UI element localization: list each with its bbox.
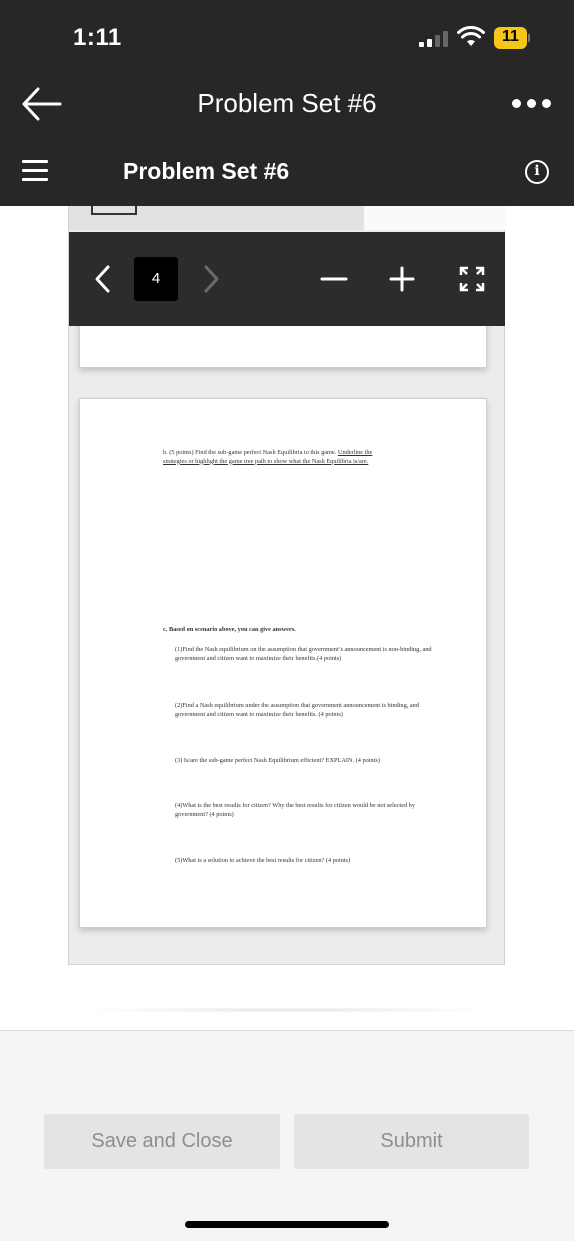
info-icon[interactable]: i: [525, 160, 549, 184]
assignment-title: Problem Set #6: [123, 158, 290, 184]
question-b: [163, 449, 443, 466]
question-c-2: (2)Find a Nash equilibrium under the assumption that government announcement is binding, and government and citizen want to maximize their benefits. (4 points): [175, 702, 419, 718]
question-b-underlined-1: Underline the: [337, 449, 373, 456]
question-c-4: (4)What is the best results for citizen? Why the best results for citizen would be not selected by government? (4 points): [175, 802, 415, 818]
status-bar: [0, 0, 574, 72]
page-number-input[interactable]: 4: [134, 257, 178, 301]
scroll-shadow: [74, 1007, 498, 1013]
assignment-header: [0, 138, 574, 206]
question-b-text: b. (5 points) Find the sub-game perfect Nash Equilibria to this game.: [163, 449, 338, 456]
hamburger-menu-icon[interactable]: [22, 160, 48, 182]
top-nav-bar: [0, 72, 574, 138]
question-c-3: (3) Is/are the sub-game perfect Nash Equilibrium efficient? EXPLAIN. (4 points): [175, 757, 380, 764]
fullscreen-icon[interactable]: [459, 266, 485, 292]
previous-page-edge: [69, 206, 364, 230]
question-c-heading: c. Based on scenario above, you can give answers.: [163, 626, 296, 633]
footer-bar: [0, 1030, 574, 1241]
chevron-right-icon[interactable]: [199, 263, 223, 295]
chevron-left-icon[interactable]: [91, 263, 115, 295]
wifi-icon: [457, 26, 485, 48]
question-c-5: (5)What is a solution to achieve the best results for citizen? (4 points): [175, 857, 351, 864]
battery-level: 11: [502, 28, 519, 45]
save-and-close-button[interactable]: Save and Close: [44, 1114, 280, 1169]
question-c-1: (1)Find the Nash equilibrium on the assumption that government’s announcement is non-binding, and government and citizen want to maximize their benefits.(4 points): [175, 646, 432, 662]
page-title: Problem Set #6: [197, 88, 377, 118]
battery-icon: [494, 27, 530, 49]
submit-button[interactable]: Submit: [294, 1114, 529, 1169]
zoom-in-icon[interactable]: [387, 264, 417, 294]
cellular-signal-icon: [419, 31, 449, 47]
page-mark: [91, 206, 137, 215]
zoom-out-icon[interactable]: [319, 266, 349, 292]
more-options-icon[interactable]: [510, 94, 552, 114]
previous-page-edge-right: [364, 206, 506, 230]
home-indicator[interactable]: [185, 1221, 389, 1228]
viewer-toolbar: [69, 232, 505, 326]
status-time: 1:11: [73, 24, 122, 51]
question-b-underlined-2: strategies or highlight the game tree path to show what the Nash Equilibria is/are.: [163, 457, 369, 465]
